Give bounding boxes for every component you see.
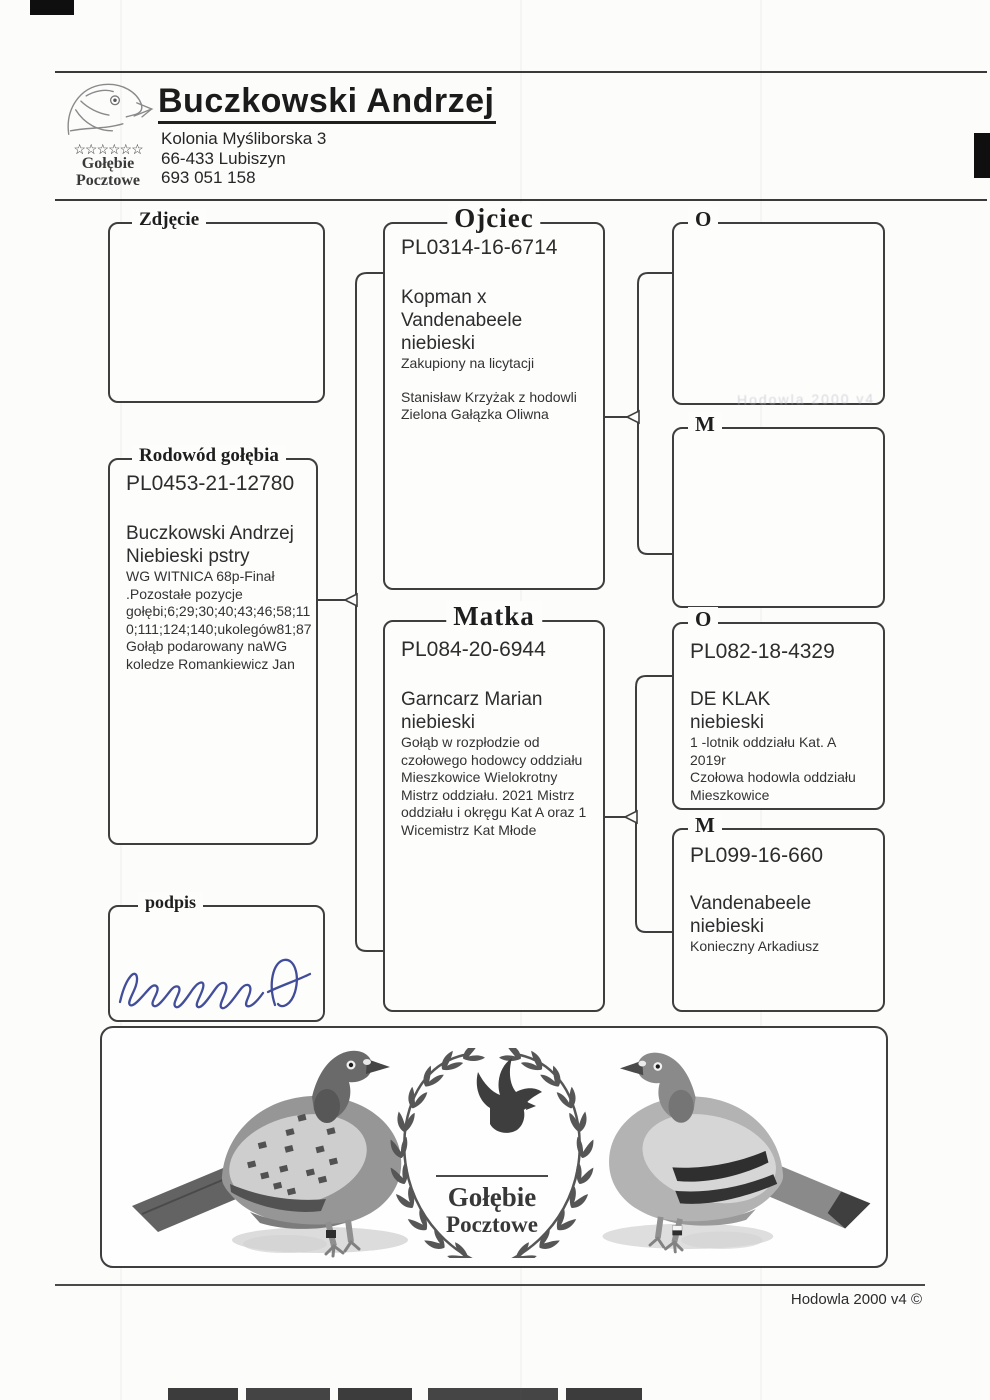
scan-mark [974,133,990,178]
father-note: Zielona Gałązka Oliwna [401,406,549,422]
mother-note: Mistrz oddziału. 2021 Mistrz [401,786,575,803]
mother-mother-note: Konieczny Arkadiusz [690,938,820,954]
mother-box [383,601,605,1012]
mother-father-box [672,607,885,810]
scan-mark [168,1388,238,1400]
header-bottom-rule [55,199,987,201]
mother-mother-label: M [688,813,722,838]
bird-note: .Pozostałe pozycje [126,585,243,602]
mother-father-color: niebieski [690,712,764,733]
header-top-rule [55,71,987,73]
mother-mother-strain: Vandenabeele [690,893,812,914]
mother-note: Mieszkowice Wielokrotny [401,769,558,785]
mother-box-label: Matka [446,601,542,632]
breeder-address [161,129,326,188]
bird-note: gołębi;6;29;30;40;43;46;58;11 [126,603,311,619]
bird-note: koledze Romankiewicz Jan [126,655,295,672]
mother-color: niebieski [401,712,475,733]
father-father-label: O [688,207,718,232]
bird-box [108,445,318,845]
phone-number: 693 051 158 [161,168,256,187]
club-logo [58,80,158,189]
mother-note: Wicemistrz Kat Młode [401,821,537,838]
signature-box-label: podpis [138,892,203,913]
pigeon-head-icon [60,80,156,138]
father-mother-label: M [688,412,722,437]
photo-box-label: Zdjęcie [132,209,206,231]
bird-note: 0;111;124;140;ukolegów81;87 [126,620,312,637]
mother-father-note: Mieszkowice [690,786,770,803]
scan-mark [338,1388,412,1400]
address-line: Kolonia Myśliborska 3 [161,129,327,148]
mother-mother-box [672,813,885,1012]
bird-box-label: Rodowód gołębia [132,445,286,467]
father-ring-number: PL0314-16-6714 [401,236,558,259]
bird-owner: Buczkowski Andrzej [126,523,294,544]
mother-mother-color: niebieski [690,916,764,937]
photo-box [108,209,325,403]
mother-father-note: Czołowa hodowla oddziału [690,769,856,785]
software-credit: Hodowla 2000 v4 © [790,1291,922,1308]
mother-strain: Garncarz Marian [401,689,543,710]
scan-mark [246,1388,330,1400]
logo-name-line1: Gołębie [81,155,135,172]
father-father-box [672,207,885,405]
mother-mother-ring-number: PL099-16-660 [690,844,824,867]
logo-name-line2: Pocztowe [76,172,140,189]
mother-father-note: 1 -lotnik oddziału Kat. A 2019r [690,734,836,768]
father-box-label: Ojciec [447,203,540,234]
mother-ring-number: PL084-20-6944 [401,638,546,661]
scan-mark [566,1388,642,1400]
bird-color: Niebieski pstry [126,546,250,567]
mother-father-ring-number: PL082-18-4329 [690,640,835,663]
father-strain: Kopman x Vandenabeele [401,287,523,331]
father-note: Zakupiony na licytacji [401,355,535,371]
father-color: niebieski [401,333,475,354]
mother-note: Gołąb w rozpłodzie od [401,734,540,750]
mother-note: czołowego hodowcy oddziału [401,751,583,768]
signature-box [108,892,325,1022]
emblem-name-line1: Gołębie [447,1182,537,1212]
scan-mark [30,0,74,15]
bird-note: WG WITNICA 68p-Finał [126,568,275,584]
address-line: 66-433 Lubiszyn [161,148,286,168]
breeder-name: Buczkowski Andrzej [158,82,495,120]
father-mother-box [672,412,885,608]
scan-mark [428,1388,558,1400]
handwritten-signature [110,910,323,1020]
bird-ring-number: PL0453-21-12780 [126,472,295,495]
footer-photo-frame [100,1026,888,1268]
father-box [383,203,605,590]
footer-rule [55,1284,925,1286]
mother-father-strain: DE KLAK [690,689,771,710]
title-underline [158,121,496,124]
bird-note: Gołąb podarowany naWG [126,638,288,654]
mother-note: oddziału i okręgu Kat A oraz 1 [401,804,587,820]
father-note: Stanisław Krzyżak z hodowli [401,388,577,405]
logo-stars: ☆☆☆☆☆☆ [73,141,143,157]
emblem-name-line2: Pocztowe [446,1212,538,1237]
club-emblem [380,1048,605,1258]
mother-father-label: O [688,607,718,632]
watermark: Hodowla 2000 v4 [736,390,876,408]
